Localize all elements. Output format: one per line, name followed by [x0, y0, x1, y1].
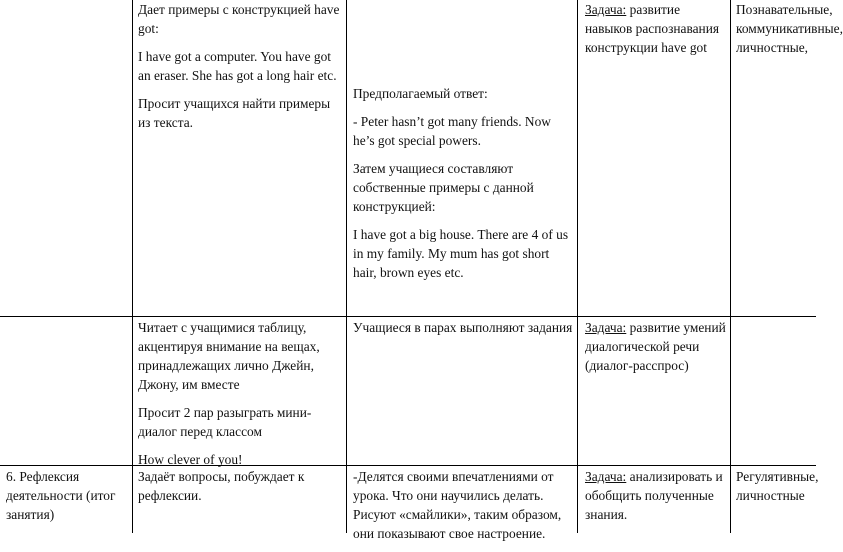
task-label: Задача: [585, 469, 627, 484]
stage-text: 6. Рефлексия деятельности (итог занятия) [6, 469, 116, 522]
task-label: Задача: [585, 2, 627, 17]
row2-students-cell [353, 318, 575, 346]
teacher-paragraph: Читает с учащимися таблицу, акцентируя внимание на вещах, принадлежащих лично Джейн, Джону, им вместе [138, 320, 320, 392]
row3-uud-cell [736, 467, 819, 505]
teacher-paragraph: Просит 2 пар разыграть мини-диалог перед классом [138, 405, 312, 439]
task-text: анализировать и обобщить полученные знания. [585, 469, 723, 522]
row1-teacher-cell [138, 0, 340, 141]
students-paragraph: I have got a big house. There are 4 of us in my family. My mum has got short hair, brown eyes etc. [353, 227, 569, 280]
teacher-paragraph: Задаёт вопросы, побуждает к рефлексии. [138, 469, 305, 503]
row1-task-cell [585, 0, 725, 57]
task-label: Задача: [585, 320, 627, 335]
row1-students-cell [353, 84, 573, 291]
uud-line: личностные [736, 488, 805, 503]
uud-line: Регулятивные, [736, 469, 819, 484]
column-divider [577, 0, 578, 533]
students-paragraph: Учащиеся в парах выполняют задания [353, 320, 573, 335]
row3-teacher-cell [138, 467, 340, 514]
row2-teacher-cell [138, 318, 340, 478]
uud-line: коммуникативные, [736, 21, 843, 36]
column-divider [132, 0, 133, 533]
teacher-paragraph: Дает примеры с конструкцией have got: [138, 2, 340, 36]
task-text: развитие навыков распознавания конструкции have got [585, 2, 720, 55]
students-paragraph: - Peter hasn’t got many friends. Now he’s got special powers. [353, 114, 551, 148]
teacher-paragraph: How clever of you! [138, 452, 243, 467]
students-paragraph: Затем учащиеся составляют собственные примеры с данной конструкцией: [353, 161, 534, 214]
teacher-paragraph: Просит учащихся найти примеры из текста. [138, 96, 331, 130]
students-paragraph: -Делятся своими впечатлениями от урока. Что они научились делать. Рисуют «смайлики», таким образом, они показывают свое настроение. [353, 469, 562, 541]
uud-line: Познавательные, [736, 2, 833, 17]
students-paragraph: Предполагаемый ответ: [353, 86, 488, 101]
row3-students-cell [353, 467, 571, 552]
column-divider [346, 0, 347, 533]
row2-task-cell [585, 318, 727, 375]
row3-stage-cell [6, 467, 128, 524]
row3-task-cell [585, 467, 725, 524]
column-divider [730, 0, 731, 533]
task-text: развитие умений диалогической речи (диалог-расспрос) [585, 320, 726, 373]
row-divider [0, 465, 816, 466]
teacher-paragraph: I have got a computer. You have got an eraser. She has got a long hair etc. [138, 49, 337, 83]
row1-uud-cell [736, 0, 843, 57]
uud-line: личностные, [736, 40, 809, 55]
row-divider [0, 316, 816, 317]
